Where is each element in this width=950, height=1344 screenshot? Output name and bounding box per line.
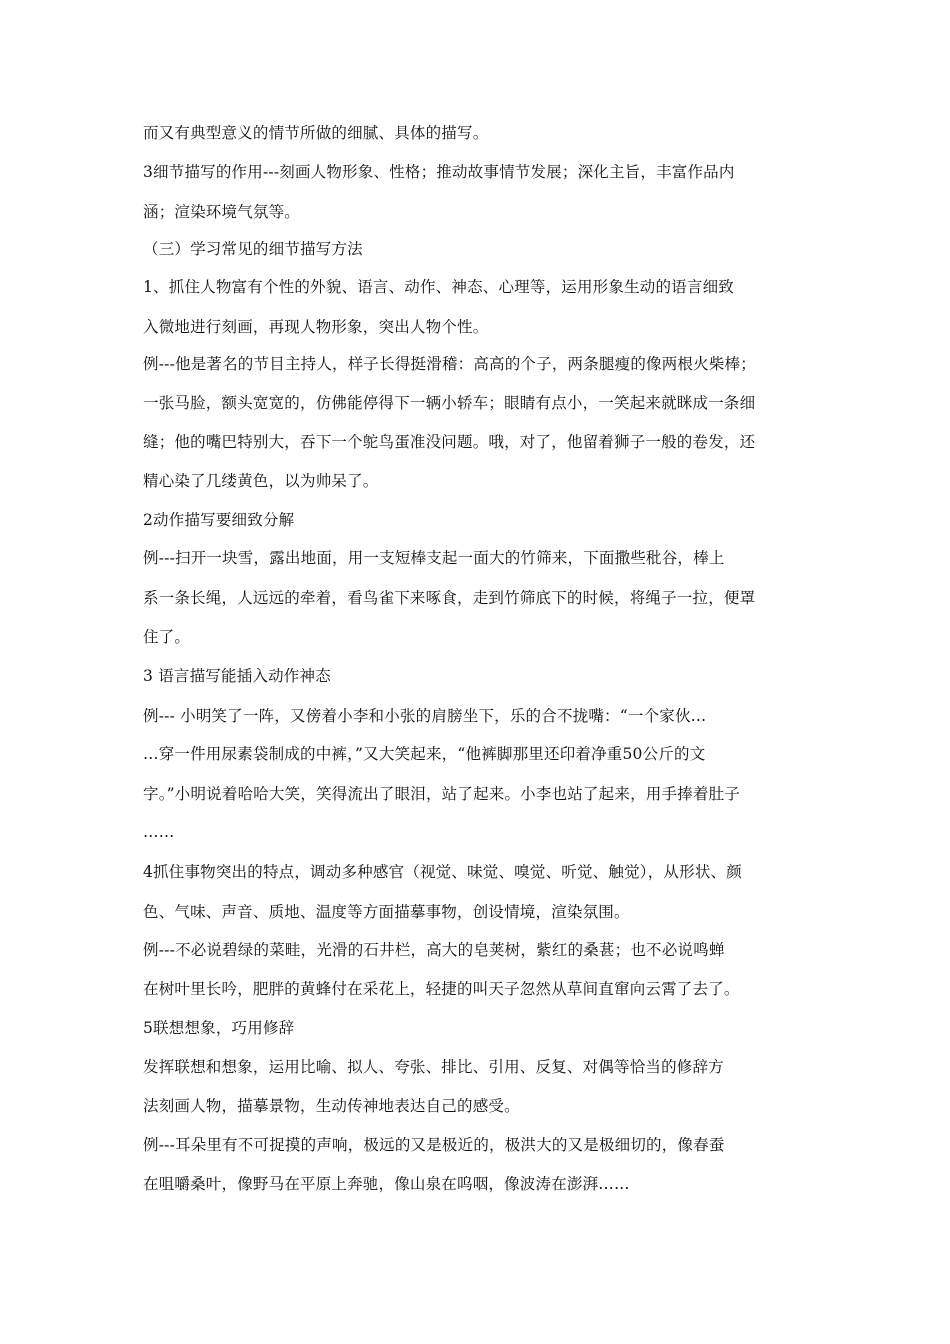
text-line: 在咀嚼桑叶，像野马在平原上奔驰，像山泉在呜咽，像波涛在澎湃…… bbox=[143, 1175, 630, 1193]
text-line: 一张马脸，额头宽宽的，仿佛能停得下一辆小轿车；眼睛有点小，一笑起来就眯成一条细 bbox=[143, 394, 756, 412]
text-line: 涵；渲染环境气氛等。 bbox=[143, 203, 301, 221]
section-heading: （三）学习常见的细节描写方法 bbox=[143, 240, 363, 258]
text-line: 缝；他的嘴巴特别大，吞下一个鸵鸟蛋准没问题。哦，对了，他留着狮子一般的卷发，还 bbox=[143, 433, 756, 451]
subheading: 3 语言描写能插入动作神态 bbox=[143, 667, 331, 685]
text-line: 例---不必说碧绿的菜畦，光滑的石井栏，高大的皂荚树，紫红的桑葚；也不必说鸣蝉 bbox=[143, 941, 725, 959]
text-line: 例---扫开一块雪，露出地面，用一支短棒支起一面大的竹筛来，下面撒些秕谷，棒上 bbox=[143, 549, 725, 567]
subheading: 2动作描写要细致分解 bbox=[143, 511, 295, 529]
text-line: 1、抓住人物富有个性的外貌、语言、动作、神态、心理等，运用形象生动的语言细致 bbox=[143, 278, 734, 296]
text-line: 系一条长绳，人远远的牵着，看鸟雀下来啄食，走到竹筛底下的时候，将绳子一拉，便罩 bbox=[143, 589, 756, 607]
text-line: 字。”小明说着哈哈大笑，笑得流出了眼泪，站了起来。小李也站了起来，用手捧着肚子 bbox=[143, 785, 740, 803]
subheading: 4抓住事物突出的特点，调动多种感官（视觉、味觉、嗅觉、听觉、触觉），从形状、颜 bbox=[143, 863, 742, 881]
text-line: 例---他是著名的节目主持人，样子长得挺滑稽：高高的个子，两条腿瘦的像两根火柴棒； bbox=[143, 355, 756, 373]
text-line: 而又有典型意义的情节所做的细腻、具体的描写。 bbox=[143, 124, 489, 142]
text-line: 色、气味、声音、质地、温度等方面描摹事物，创设情境，渲染氛围。 bbox=[143, 903, 630, 921]
subheading: 5联想想象，巧用修辞 bbox=[143, 1019, 295, 1037]
text-line: 精心染了几缕黄色，以为帅呆了。 bbox=[143, 472, 379, 490]
text-line: 发挥联想和想象，运用比喻、拟人、夸张、排比、引用、反复、对偶等恰当的修辞方 bbox=[143, 1058, 724, 1076]
text-line: 法刻画人物，描摹景物，生动传神地表达自己的感受。 bbox=[143, 1097, 520, 1115]
text-line: 在树叶里长吟，肥胖的黄蜂付在采花上，轻捷的叫天子忽然从草间直窜向云霄了去了。 bbox=[143, 980, 740, 998]
text-line: 入微地进行刻画，再现人物形象，突出人物个性。 bbox=[143, 318, 489, 336]
text-line: 例--- 小明笑了一阵，又傍着小李和小张的肩膀坐下，乐的合不拢嘴：“一个家伙… bbox=[143, 707, 707, 725]
text-line: 住了。 bbox=[143, 628, 191, 646]
text-line: 例---耳朵里有不可捉摸的声响，极远的又是极近的，极洪大的又是极细切的，像春蚕 bbox=[143, 1136, 725, 1154]
text-line: …穿一件用尿素袋制成的中裤，”又大笑起来，“他裤脚那里还印着净重50公斤的文 bbox=[143, 745, 706, 763]
text-line: …… bbox=[143, 823, 175, 841]
text-line: 3细节描写的作用---刻画人物形象、性格；推动故事情节发展；深化主旨，丰富作品内 bbox=[143, 163, 735, 181]
